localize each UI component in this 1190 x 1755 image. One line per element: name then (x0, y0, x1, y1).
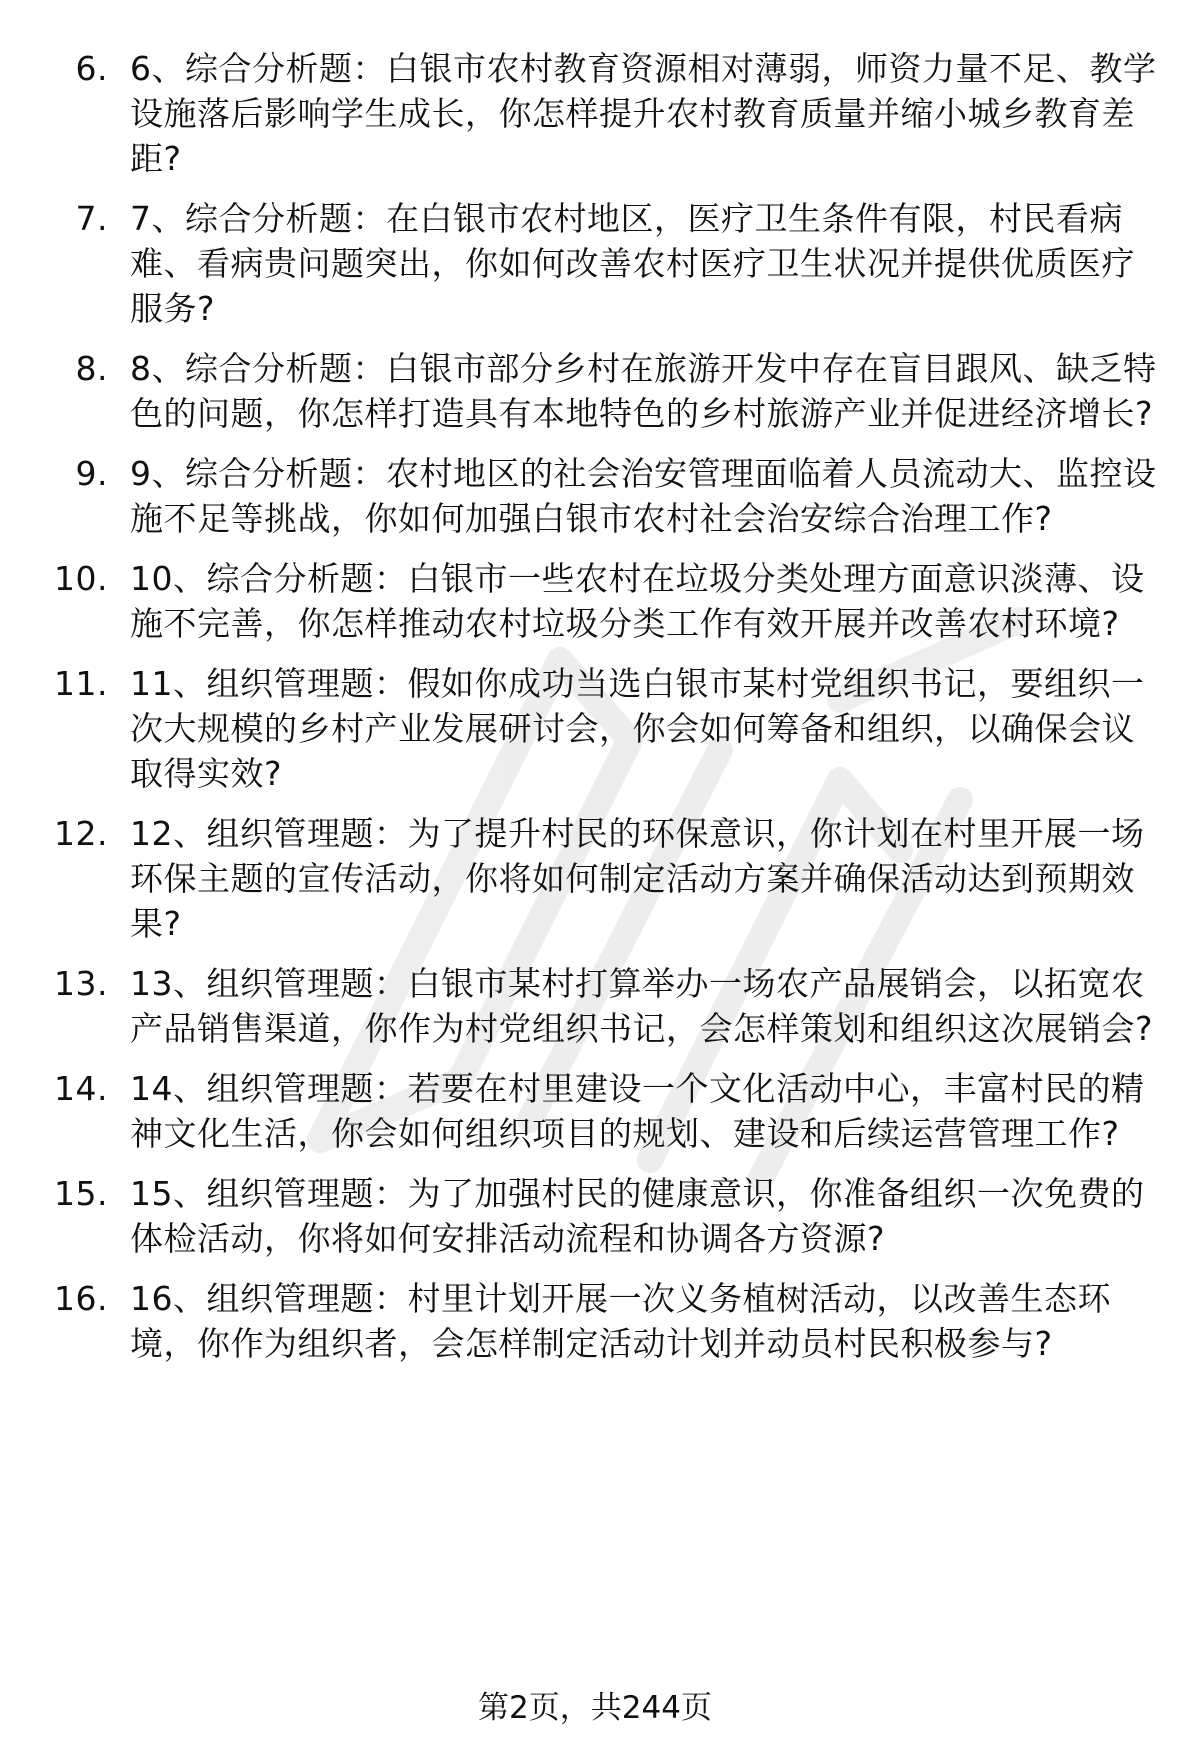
list-item (0, 661, 1190, 796)
question-number: 9. (75, 454, 108, 493)
question-text: 11、组织管理题：假如你成功当选白银市某村党组织书记，要组织一次大规模的乡村产业发展研讨会，你会如何筹备和组织，以确保会议取得实效? (130, 664, 1145, 793)
question-text: 7、综合分析题：在白银市农村地区，医疗卫生条件有限，村民看病难、看病贵问题突出，你如何改善农村医疗卫生状况并提供优质医疗服务? (130, 199, 1135, 328)
list-item (0, 451, 1190, 541)
list-item (0, 961, 1190, 1051)
question-number: 13. (54, 964, 108, 1003)
question-number: 7. (75, 199, 108, 238)
question-number: 16. (54, 1279, 108, 1318)
question-text: 16、组织管理题：村里计划开展一次义务植树活动，以改善生态环境，你作为组织者，会怎样制定活动计划并动员村民积极参与? (130, 1279, 1111, 1363)
list-item (0, 1171, 1190, 1261)
list-item (0, 346, 1190, 436)
list-item (0, 1276, 1190, 1366)
question-number: 15. (54, 1174, 108, 1213)
question-text: 10、综合分析题：白银市一些农村在垃圾分类处理方面意识淡薄、设施不完善，你怎样推动农村垃圾分类工作有效开展并改善农村环境? (130, 559, 1145, 643)
question-number: 12. (54, 814, 108, 853)
question-text: 6、综合分析题：白银市农村教育资源相对薄弱，师资力量不足、教学设施落后影响学生成长，你怎样提升农村教育质量并缩小城乡教育差距? (130, 49, 1157, 178)
question-text: 14、组织管理题：若要在村里建设一个文化活动中心，丰富村民的精神文化生活，你会如何组织项目的规划、建设和后续运营管理工作? (130, 1069, 1145, 1153)
list-item (0, 196, 1190, 331)
question-number: 6. (75, 49, 108, 88)
question-text: 9、综合分析题：农村地区的社会治安管理面临着人员流动大、监控设施不足等挑战，你如何加强白银市农村社会治安综合治理工作? (130, 454, 1157, 538)
question-text: 12、组织管理题：为了提升村民的环保意识，你计划在村里开展一场环保主题的宣传活动，你将如何制定活动方案并确保活动达到预期效果? (130, 814, 1145, 943)
list-item (0, 46, 1190, 181)
question-number: 10. (54, 559, 108, 598)
page-footer: 第2页，共244页 (478, 1690, 712, 1726)
list-item (0, 1066, 1190, 1156)
question-text: 8、综合分析题：白银市部分乡村在旅游开发中存在盲目跟风、缺乏特色的问题，你怎样打造具有本地特色的乡村旅游产业并促进经济增长? (130, 349, 1157, 433)
question-text: 13、组织管理题：白银市某村打算举办一场农产品展销会，以拓宽农产品销售渠道，你作为村党组织书记，会怎样策划和组织这次展销会? (130, 964, 1154, 1048)
question-number: 14. (54, 1069, 108, 1108)
question-list (0, 46, 1190, 1381)
question-number: 11. (54, 664, 108, 703)
list-item (0, 811, 1190, 946)
question-number: 8. (75, 349, 108, 388)
list-item (0, 556, 1190, 646)
question-text: 15、组织管理题：为了加强村民的健康意识，你准备组织一次免费的体检活动，你将如何安排活动流程和协调各方资源? (130, 1174, 1145, 1258)
